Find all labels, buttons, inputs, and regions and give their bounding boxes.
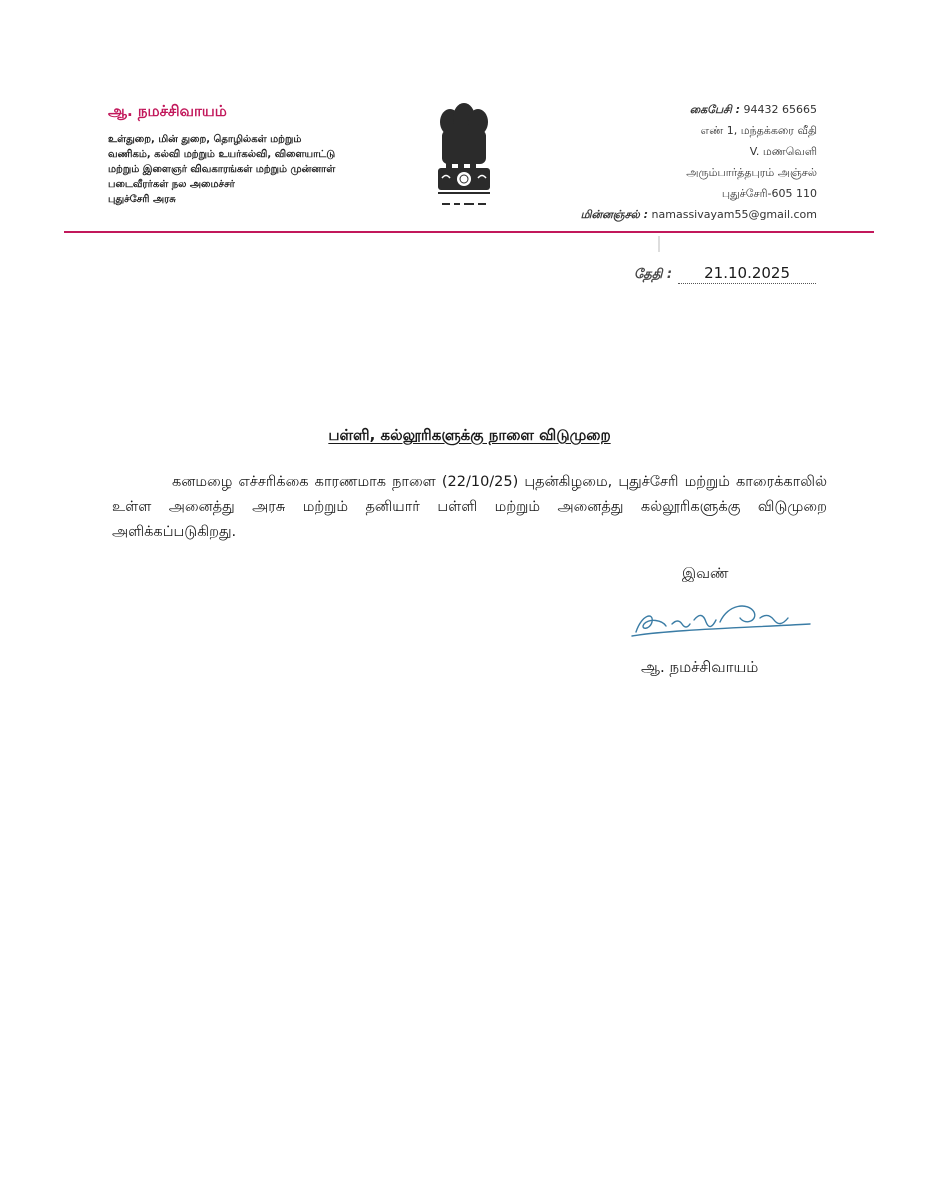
divider-tick [658,236,660,252]
address-line: V. மணவெளி [749,145,817,158]
phone-line [581,99,817,120]
portfolio-line: வணிகம், கல்வி மற்றும் உயர்கல்வி, விளையாட்டு [108,149,336,160]
ashoka-emblem-icon [428,100,500,220]
email-label: மின்னஞ்சல் : [580,208,649,221]
subject-text: பள்ளி, கல்லூரிகளுக்கு நாளை விடுமுறை [328,426,611,444]
letterhead-left [108,102,438,207]
phone-number: 94432 65665 [743,103,817,116]
email-address: namassivayam55@gmail.com [651,208,817,221]
body-paragraph: கனமழை எச்சரிக்கை காரணமாக நாளை (22/10/25) புதன்கிழமை, புதுச்சேரி மற்றும் காரைக்காலில் உள்ள அனைத்து அரசு மற்றும் தனியார் பள்ளி மற்றும் அனைத்து கல்லூரிகளுக்கு விடுமுறை அளிக்கப்படுகிறது. [112,474,827,540]
address-line: எண் 1, மந்தக்கரை வீதி [700,124,817,137]
portfolio-line: புதுச்சேரி அரசு [108,194,176,205]
portfolio-line: உள்துறை, மின் துறை, தொழில்கள் மற்றும் [108,134,302,145]
handwritten-signature-icon [628,594,818,640]
email-line [581,204,817,225]
portfolio-line: படைவீரர்கள் நல அமைச்சர் [108,179,235,190]
portfolio-line: மற்றும் இளைஞர் விவகாரங்கள் மற்றும் முன்னாள் [108,164,336,175]
date-value: 21.10.2025 [678,264,816,284]
minister-name: ஆ. நமச்சிவாயம் [108,102,227,120]
address-line: அரும்பார்த்தபுரம் அஞ்சல் [686,166,817,179]
date-label: தேதி : [634,267,673,282]
closing-word: இவண் [682,566,729,582]
phone-label: கைபேசி : [689,103,741,116]
date-row [634,264,816,284]
letterhead-contact [581,99,817,225]
header-divider [64,231,874,233]
signer-name: ஆ. நமச்சிவாயம் [641,658,759,676]
subject-heading [0,426,939,446]
address-line: புதுச்சேரி-605 110 [721,187,817,200]
